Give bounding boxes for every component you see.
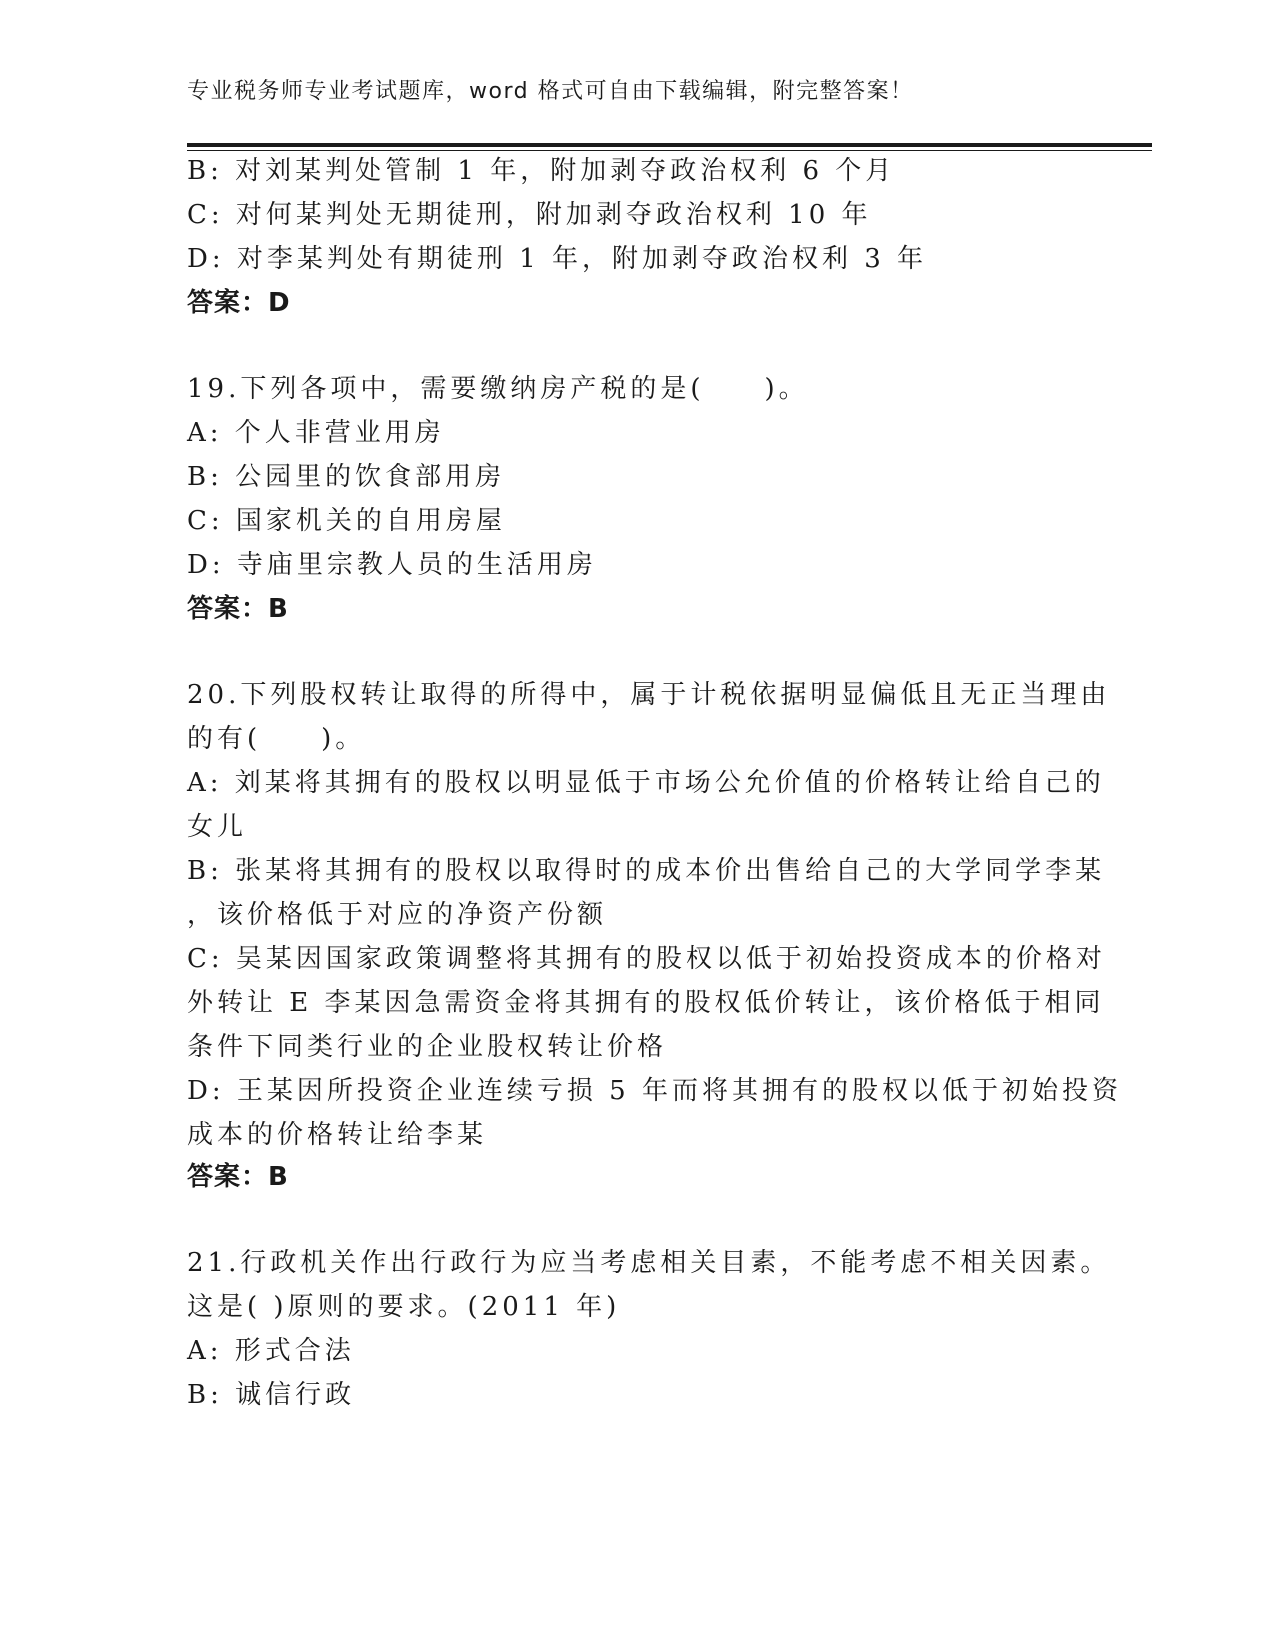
q19-option-c: C: 国家机关的自用房屋 [187, 506, 506, 536]
q19-option-a: A: 个人非营业用房 [187, 418, 445, 448]
q20-option-c-line2: 外转让 E 李某因急需资金将其拥有的股权低价转让，该价格低于相同 [187, 988, 1105, 1018]
q20-option-c-line3: 条件下同类行业的企业股权转让价格 [187, 1032, 668, 1062]
q21-option-a: A: 形式合法 [187, 1336, 355, 1366]
q19-option-b: B: 公园里的饮食部用房 [187, 462, 506, 492]
q20-question-line1: 20.下列股权转让取得的所得中，属于计税依据明显偏低且无正当理由 [187, 680, 1111, 710]
q20-option-a-line1: A: 刘某将其拥有的股权以明显低于市场公允价值的价格转让给自己的 [187, 768, 1105, 798]
q20-option-b-line2: ，该价格低于对应的净资产份额 [187, 900, 608, 930]
q20-option-b-line1: B: 张某将其拥有的股权以取得时的成本价出售给自己的大学同学李某 [187, 856, 1106, 886]
q19-answer: 答案：B [187, 594, 289, 624]
q21-option-b: B: 诚信行政 [187, 1380, 356, 1410]
q19-option-d: D: 寺庙里宗教人员的生活用房 [187, 550, 597, 580]
q18-option-d: D: 对李某判处有期徒刑 1 年，附加剥夺政治权利 3 年 [187, 244, 928, 274]
q20-question-line2: 的有( )。 [187, 724, 366, 754]
header-rule-thick [187, 143, 1152, 147]
q20-option-d-line2: 成本的价格转让给李某 [187, 1120, 488, 1150]
q21-question-line2: 这是( )原则的要求。(2011 年) [187, 1292, 621, 1322]
q18-option-b: B: 对刘某判处管制 1 年，附加剥夺政治权利 6 个月 [187, 156, 896, 186]
q20-answer: 答案：B [187, 1162, 289, 1192]
header-rule-thin [187, 150, 1152, 151]
q19-question: 19.下列各项中，需要缴纳房产税的是( )。 [187, 374, 809, 404]
q20-option-a-line2: 女儿 [187, 812, 248, 842]
q18-option-c: C: 对何某判处无期徒刑，附加剥夺政治权利 10 年 [187, 200, 872, 230]
q18-answer: 答案：D [187, 288, 291, 318]
q21-question-line1: 21.行政机关作出行政行为应当考虑相关目素，不能考虑不相关因素。 [187, 1248, 1111, 1278]
page-header: 专业税务师专业考试题库，word 格式可自由下载编辑，附完整答案！ [187, 79, 914, 104]
q20-option-d-line1: D: 王某因所投资企业连续亏损 5 年而将其拥有的股权以低于初始投资 [187, 1076, 1122, 1106]
q20-option-c-line1: C: 吴某因国家政策调整将其拥有的股权以低于初始投资成本的价格对 [187, 944, 1106, 974]
